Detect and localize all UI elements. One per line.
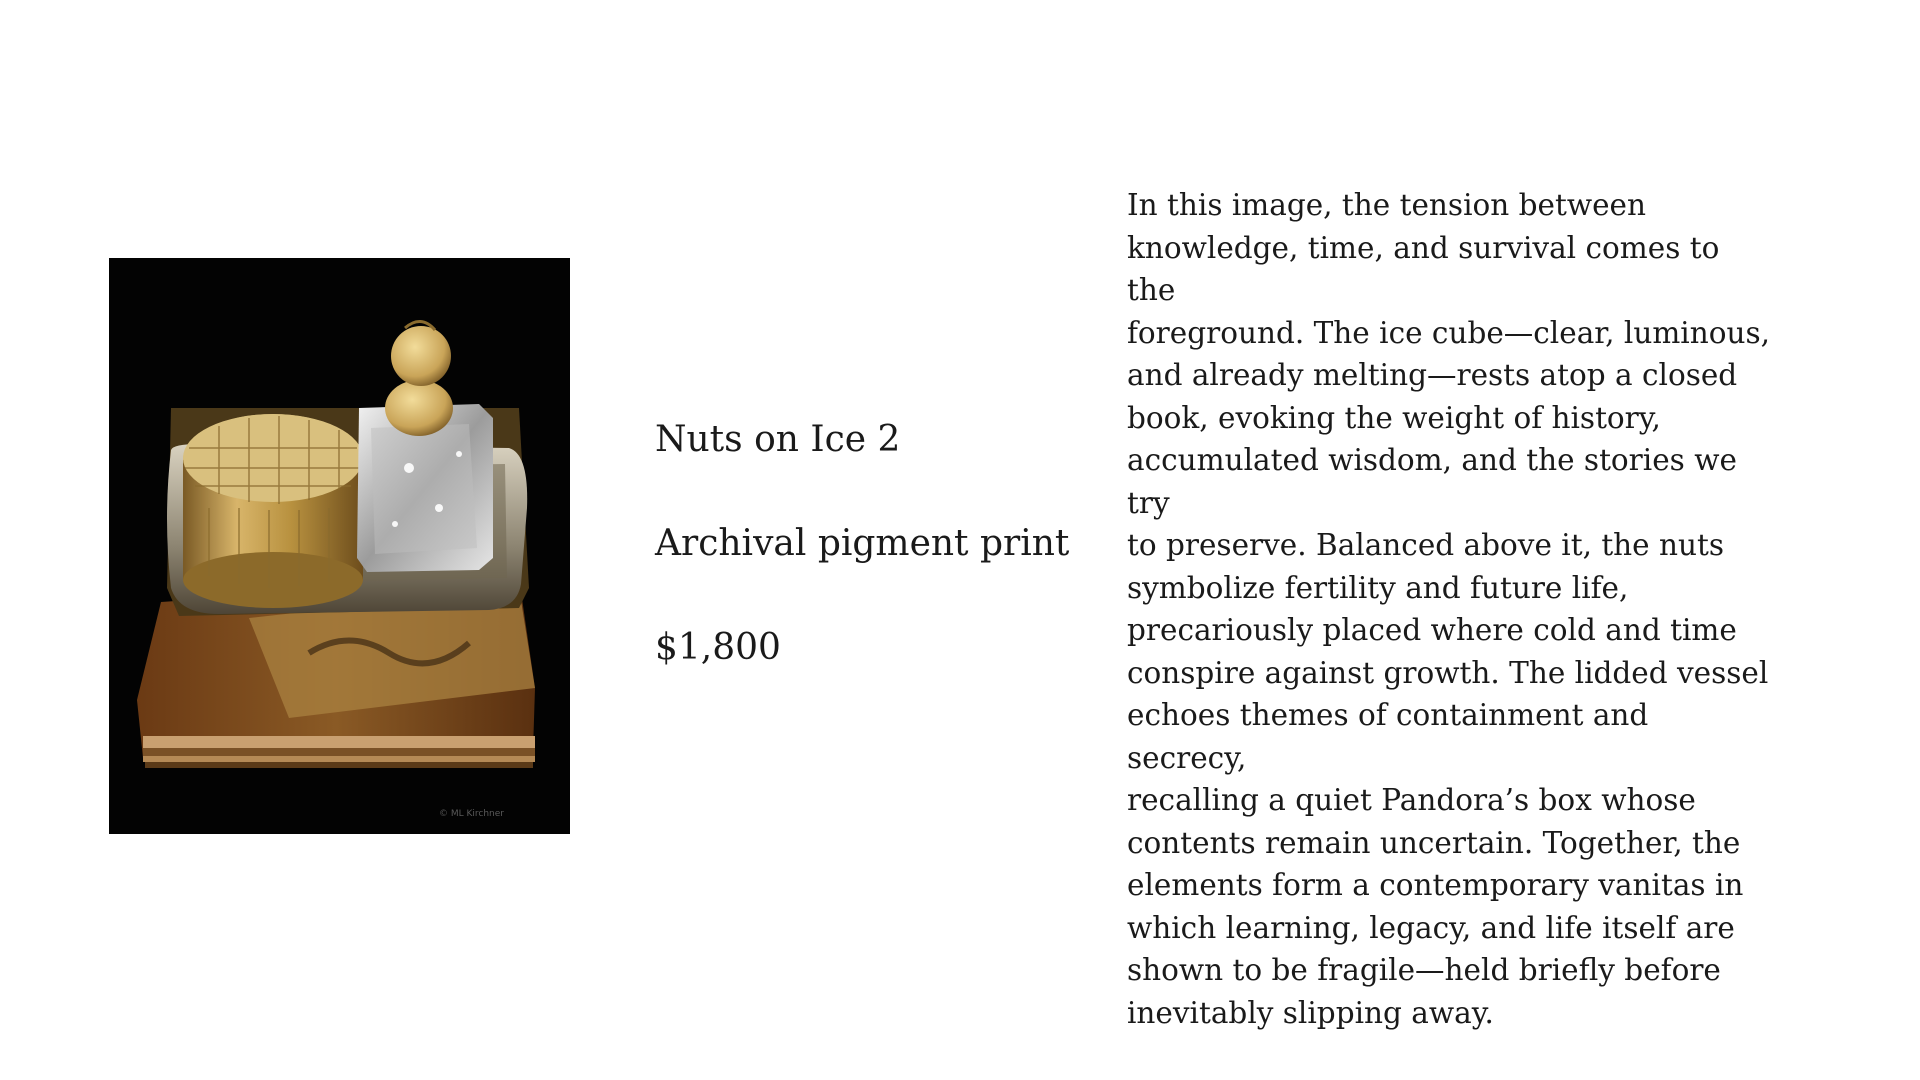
still-life-photo-icon: [109, 258, 570, 834]
watermark-text: © ML Kirchner: [439, 809, 504, 819]
artwork-title: Nuts on Ice 2: [655, 419, 901, 460]
artwork-description: In this image, the tension between knowledge, time, and survival comes to the foreground. The ice cube—clear, luminous, and already melting—rests atop a closed book, evoking the weight of history, accumulated wisdom, and the stories we try to preserve. Balanced above it, the nuts symbolize fertility and future life, precariously placed where cold and time conspire against growth. The lidded vessel echoes themes of containment and secrecy, recalling a quiet Pandora’s box whose contents remain uncertain. Together, the elements form a contemporary vanitas in which learning, legacy, and life itself are shown to be fragile—held briefly before inevitably slipping away.: [1127, 188, 1771, 1030]
artwork-medium: Archival pigment print: [655, 523, 1070, 564]
artwork-price: $1,800: [655, 627, 781, 668]
artwork-details: [655, 415, 1085, 727]
artwork-image: [109, 258, 570, 834]
